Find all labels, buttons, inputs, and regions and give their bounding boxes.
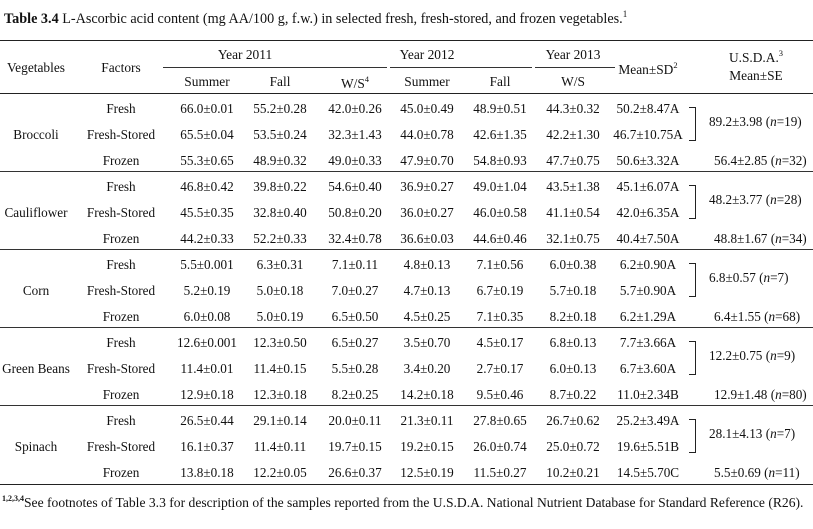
table-label: Table 3.4 — [4, 11, 59, 27]
factor-label: Frozen — [102, 465, 140, 480]
mean-sd-cell: 6.2±0.90A — [619, 257, 677, 272]
usda-value: 6.4±1.55 ( — [714, 309, 769, 324]
table-caption — [4, 9, 627, 28]
usda-n-rest: =7) — [770, 270, 789, 285]
factor-label: Frozen — [102, 309, 140, 324]
vegetable-name: Spinach — [14, 439, 58, 454]
table-cell: 48.9±0.51 — [473, 101, 527, 116]
table-cell: 50.8±0.20 — [328, 205, 382, 220]
usda-n: n — [770, 426, 777, 441]
header-fall-2011: Fall — [269, 74, 291, 89]
header-year-2013: Year 2013 — [545, 47, 601, 62]
usda-n-rest: =9) — [776, 348, 796, 363]
usda-bracket — [689, 263, 696, 297]
header-mean-sd — [618, 60, 677, 78]
table-cell: 46.8±0.42 — [180, 179, 234, 194]
table-cell: 55.2±0.28 — [253, 101, 307, 116]
year-2012-underline — [390, 67, 532, 68]
table-cell: 6.5±0.27 — [331, 335, 379, 350]
mean-sd-cell: 25.2±3.49A — [616, 413, 680, 428]
factor-label: Fresh — [106, 413, 136, 428]
table-cell: 42.2±1.30 — [546, 127, 600, 142]
table-cell: 49.0±0.33 — [328, 153, 382, 168]
usda-n: n — [775, 153, 782, 168]
table-cell: 10.2±0.21 — [546, 465, 600, 480]
table-cell: 6.7±0.19 — [476, 283, 524, 298]
table-cell: 13.8±0.18 — [180, 465, 234, 480]
header-year-2012: Year 2012 — [399, 47, 455, 62]
mean-sd-footnote-mark: 2 — [673, 60, 678, 70]
table-cell: 47.9±0.70 — [400, 153, 454, 168]
header-usda — [729, 48, 783, 66]
table-cell: 45.5±0.35 — [180, 205, 234, 220]
factor-label: Fresh-Stored — [86, 439, 156, 454]
usda-n-rest: =32) — [781, 153, 807, 168]
factor-label: Frozen — [102, 387, 140, 402]
header-fall-2012: Fall — [489, 74, 511, 89]
group-divider — [0, 405, 813, 406]
mean-sd-cell: 11.0±2.34B — [617, 387, 679, 402]
table-cell: 53.5±0.24 — [253, 127, 307, 142]
caption-text: -Ascorbic acid content (mg AA/100 g, f.w.) in selected fresh, fresh-stored, and frozen vegetables. — [70, 11, 623, 27]
usda-n: n — [770, 192, 777, 207]
vegetable-name: Cauliflower — [4, 205, 68, 220]
usda-frozen-value — [714, 387, 807, 403]
table-cell: 27.8±0.65 — [473, 413, 527, 428]
usda-fresh-value — [709, 270, 789, 286]
table-cell: 12.2±0.05 — [253, 465, 307, 480]
mean-sd-cell: 50.6±3.32A — [616, 153, 680, 168]
table-cell: 12.5±0.19 — [400, 465, 454, 480]
table-cell: 44.2±0.33 — [180, 231, 234, 246]
vegetable-name: Broccoli — [13, 127, 59, 142]
table-cell: 12.9±0.18 — [180, 387, 234, 402]
table-cell: 26.5±0.44 — [180, 413, 234, 428]
table-cell: 5.2±0.19 — [183, 283, 231, 298]
table-cell: 9.5±0.46 — [476, 387, 524, 402]
table-cell: 6.0±0.38 — [549, 257, 597, 272]
usda-fresh-value — [709, 192, 802, 208]
usda-n: n — [775, 231, 782, 246]
usda-n: n — [770, 348, 777, 363]
footnote-text: See footnotes of Table 3.3 for description of the samples reported from the U.S.D.A. National Nutrient Database for Standard Reference (R26). — [24, 495, 804, 510]
table-cell: 6.0±0.13 — [549, 361, 597, 376]
header-ws-2011 — [341, 74, 369, 92]
table-cell: 5.5±0.001 — [180, 257, 234, 272]
header-summer-2011: Summer — [184, 74, 230, 89]
usda-value: 89.2±3.98 ( — [709, 114, 771, 129]
table-cell: 36.6±0.03 — [400, 231, 454, 246]
table-cell: 66.0±0.01 — [180, 101, 234, 116]
usda-value: 56.4±2.85 ( — [714, 153, 776, 168]
header-summer-2012: Summer — [404, 74, 450, 89]
usda-n-rest: =11) — [775, 465, 800, 480]
footnote-marks: 1,2,3,4 — [2, 494, 24, 503]
table-cell: 20.0±0.11 — [328, 413, 382, 428]
table-cell: 6.0±0.08 — [183, 309, 231, 324]
table-cell: 29.1±0.14 — [253, 413, 307, 428]
table-cell: 36.0±0.27 — [400, 205, 454, 220]
usda-footnote-mark: 3 — [778, 48, 784, 58]
mean-sd-cell: 50.2±8.47A — [616, 101, 680, 116]
table-cell: 46.0±0.58 — [473, 205, 527, 220]
table-cell: 8.2±0.18 — [549, 309, 597, 324]
usda-n-rest: =28) — [776, 192, 802, 207]
table-cell: 45.0±0.49 — [400, 101, 454, 116]
table-cell: 43.5±1.38 — [546, 179, 600, 194]
vegetable-name: Corn — [22, 283, 50, 298]
header-usda-mean-se: Mean±SE — [729, 68, 783, 83]
table-cell: 48.9±0.32 — [253, 153, 307, 168]
table-cell: 19.7±0.15 — [328, 439, 382, 454]
table-cell: 12.6±0.001 — [177, 335, 237, 350]
usda-n: n — [768, 465, 776, 480]
usda-value: 48.2±3.77 ( — [709, 192, 771, 207]
table-cell: 5.0±0.18 — [256, 283, 304, 298]
table-cell: 32.3±1.43 — [328, 127, 382, 142]
vegetable-name: Green Beans — [2, 361, 70, 376]
usda-frozen-value — [714, 309, 800, 325]
table-cell: 11.5±0.27 — [473, 465, 527, 480]
usda-bracket — [689, 185, 696, 219]
usda-n: n — [768, 309, 776, 324]
header-vegetables: Vegetables — [6, 60, 66, 75]
table-cell: 5.0±0.19 — [256, 309, 304, 324]
table-cell: 32.1±0.75 — [546, 231, 600, 246]
table-cell: 7.1±0.35 — [476, 309, 524, 324]
year-2011-underline — [163, 67, 387, 68]
usda-value: 6.8±0.57 ( — [709, 270, 764, 285]
factor-label: Fresh-Stored — [86, 361, 156, 376]
usda-bracket — [689, 107, 696, 141]
table-cell: 8.7±0.22 — [549, 387, 597, 402]
usda-frozen-value — [714, 231, 807, 247]
factor-label: Fresh — [106, 179, 136, 194]
table-cell: 44.3±0.32 — [546, 101, 600, 116]
table-cell: 21.3±0.11 — [400, 413, 454, 428]
caption-footnote-mark: 1 — [622, 9, 628, 19]
table-cell: 26.0±0.74 — [473, 439, 527, 454]
table-cell: 11.4±0.11 — [253, 439, 307, 454]
table-bottom-rule — [0, 484, 813, 485]
caption-prefix: L — [62, 11, 71, 27]
table-cell: 14.2±0.18 — [400, 387, 454, 402]
table-cell: 6.5±0.50 — [331, 309, 379, 324]
usda-value: 12.2±0.75 ( — [709, 348, 771, 363]
usda-n-rest: =19) — [776, 114, 802, 129]
table-cell: 54.8±0.93 — [473, 153, 527, 168]
usda-n: n — [763, 270, 771, 285]
table-cell: 5.7±0.18 — [549, 283, 597, 298]
mean-sd-cell: 14.5±5.70C — [616, 465, 680, 480]
table-cell: 47.7±0.75 — [546, 153, 600, 168]
table-cell: 5.5±0.28 — [331, 361, 379, 376]
ws-label: W/S — [340, 76, 365, 91]
table-cell: 26.7±0.62 — [546, 413, 600, 428]
table-cell: 39.8±0.22 — [253, 179, 307, 194]
table-cell: 4.5±0.17 — [476, 335, 524, 350]
usda-bracket — [689, 419, 696, 453]
usda-n-rest: =80) — [781, 387, 807, 402]
usda-label: U.S.D.A. — [728, 50, 779, 65]
table-cell: 32.8±0.40 — [253, 205, 307, 220]
table-cell: 16.1±0.37 — [180, 439, 234, 454]
group-divider — [0, 171, 813, 172]
usda-n: n — [775, 387, 782, 402]
factor-label: Fresh — [106, 335, 136, 350]
usda-n-rest: =34) — [781, 231, 807, 246]
table-cell: 42.6±1.35 — [473, 127, 527, 142]
table-cell: 4.7±0.13 — [403, 283, 451, 298]
usda-frozen-value — [714, 465, 800, 481]
group-divider — [0, 327, 813, 328]
usda-value: 28.1±4.13 ( — [709, 426, 771, 441]
mean-sd-cell: 6.7±3.60A — [619, 361, 677, 376]
usda-value: 12.9±1.48 ( — [714, 387, 776, 402]
table-cell: 52.2±0.33 — [253, 231, 307, 246]
mean-sd-cell: 40.4±7.50A — [616, 231, 680, 246]
footnote — [2, 490, 811, 511]
factor-label: Frozen — [102, 231, 140, 246]
table-cell: 65.5±0.04 — [180, 127, 234, 142]
factor-label: Fresh — [106, 257, 136, 272]
table-cell: 36.9±0.27 — [400, 179, 454, 194]
table-cell: 11.4±0.01 — [180, 361, 234, 376]
usda-bracket — [689, 341, 696, 375]
table-cell: 7.1±0.11 — [331, 257, 379, 272]
header-year-2011: Year 2011 — [217, 47, 273, 62]
factor-label: Fresh-Stored — [86, 205, 156, 220]
table-cell: 8.2±0.25 — [331, 387, 379, 402]
table-cell: 7.1±0.56 — [476, 257, 524, 272]
factor-label: Fresh-Stored — [86, 127, 156, 142]
table-cell: 6.3±0.31 — [256, 257, 304, 272]
usda-value: 48.8±1.67 ( — [714, 231, 776, 246]
table-cell: 26.6±0.37 — [328, 465, 382, 480]
header-bottom-rule — [0, 93, 813, 94]
table-cell: 7.0±0.27 — [331, 283, 379, 298]
table-cell: 32.4±0.78 — [328, 231, 382, 246]
usda-fresh-value — [709, 426, 795, 442]
mean-sd-cell: 46.7±10.75A — [613, 127, 683, 142]
table-cell: 55.3±0.65 — [180, 153, 234, 168]
usda-frozen-value — [714, 153, 807, 169]
mean-sd-label: Mean±SD — [618, 62, 674, 77]
usda-n: n — [770, 114, 777, 129]
mean-sd-cell: 45.1±6.07A — [616, 179, 680, 194]
usda-fresh-value — [709, 348, 795, 364]
header-ws-2013: W/S — [561, 74, 585, 89]
factor-label: Frozen — [102, 153, 140, 168]
ws-footnote-mark: 4 — [364, 74, 370, 84]
table-cell: 54.6±0.40 — [328, 179, 382, 194]
factor-label: Fresh — [106, 101, 136, 116]
mean-sd-cell: 42.0±6.35A — [616, 205, 680, 220]
header-factors: Factors — [101, 60, 141, 75]
table-top-rule — [0, 40, 813, 41]
table-cell: 12.3±0.18 — [253, 387, 307, 402]
table-cell: 4.5±0.25 — [403, 309, 451, 324]
table-cell: 44.6±0.46 — [473, 231, 527, 246]
usda-fresh-value — [709, 114, 802, 130]
year-2013-underline — [535, 67, 615, 68]
table-cell: 42.0±0.26 — [328, 101, 382, 116]
usda-n-rest: =68) — [775, 309, 801, 324]
table-cell: 6.8±0.13 — [549, 335, 597, 350]
usda-value: 5.5±0.69 ( — [714, 465, 769, 480]
mean-sd-cell: 7.7±3.66A — [619, 335, 677, 350]
table-cell: 3.5±0.70 — [403, 335, 451, 350]
mean-sd-cell: 19.6±5.51B — [616, 439, 680, 454]
table-cell: 11.4±0.15 — [253, 361, 307, 376]
factor-label: Fresh-Stored — [86, 283, 156, 298]
group-divider — [0, 249, 813, 250]
table-cell: 25.0±0.72 — [546, 439, 600, 454]
table-cell: 49.0±1.04 — [473, 179, 527, 194]
mean-sd-cell: 5.7±0.90A — [619, 283, 677, 298]
table-cell: 2.7±0.17 — [476, 361, 524, 376]
table-cell: 12.3±0.50 — [253, 335, 307, 350]
mean-sd-cell: 6.2±1.29A — [619, 309, 677, 324]
table-cell: 44.0±0.78 — [400, 127, 454, 142]
table-cell: 3.4±0.20 — [403, 361, 451, 376]
table-cell: 4.8±0.13 — [403, 257, 451, 272]
usda-n-rest: =7) — [776, 426, 796, 441]
table-cell: 41.1±0.54 — [546, 205, 600, 220]
table-cell: 19.2±0.15 — [400, 439, 454, 454]
